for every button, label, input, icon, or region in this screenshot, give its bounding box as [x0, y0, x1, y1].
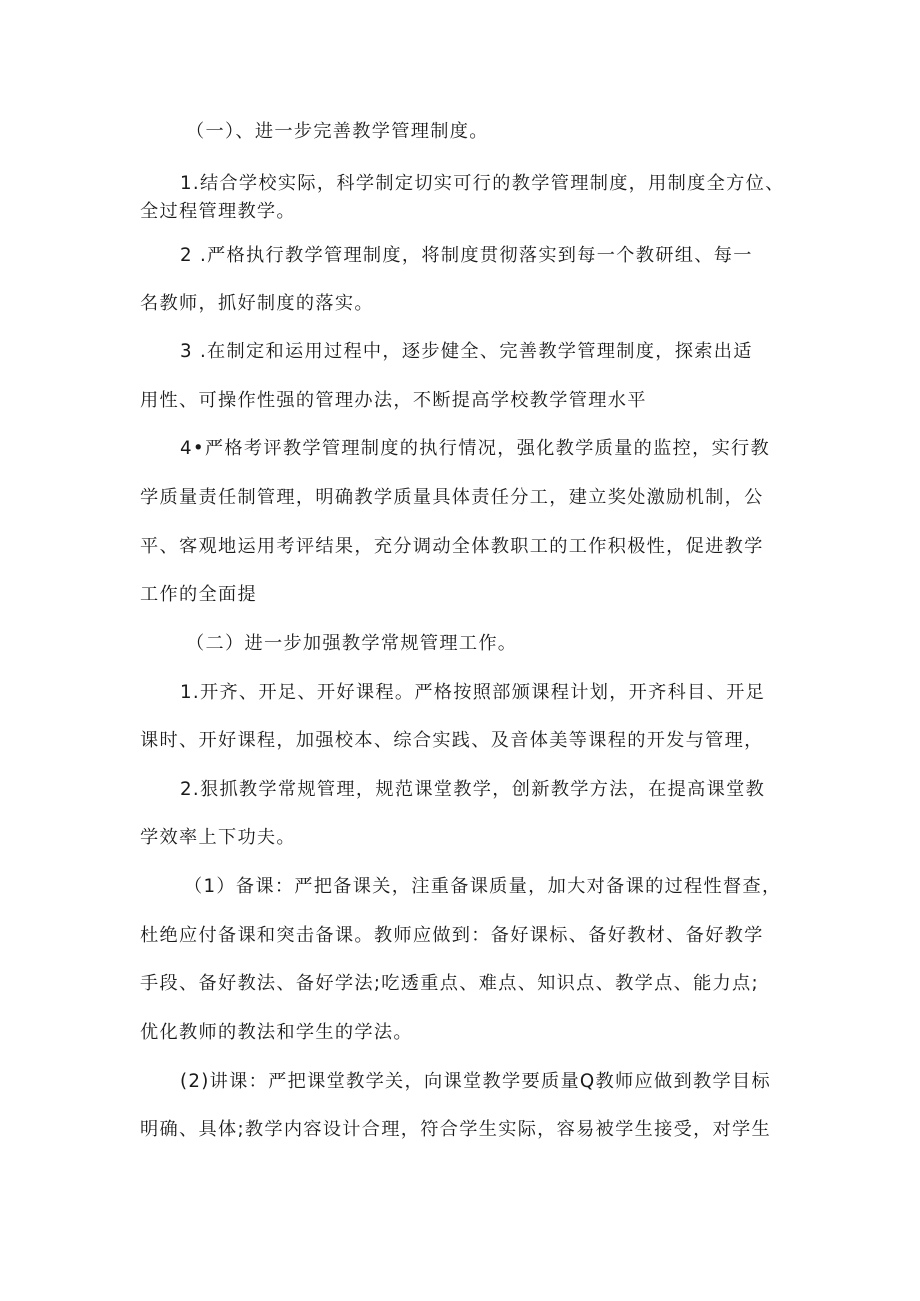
- section-heading-2: （二）进一步加强教学常规管理工作。: [186, 633, 518, 654]
- section-heading-1: （一）、进一步完善教学管理制度。: [186, 121, 489, 142]
- paragraph-1-line-1: 1.结合学校实际，科学制定切实可行的教学管理制度，用制度全方位、: [180, 173, 785, 194]
- paragraph-4-line-4: 工作的全面提: [140, 584, 257, 605]
- paragraph-1-line-2: 全过程管理教学。: [140, 201, 296, 222]
- paragraph-6-line-2: 学效率上下功夫。: [140, 827, 296, 848]
- paragraph-5-line-2: 课时、开好课程，加强校本、综合实践、及音体美等课程的开发与管理，: [140, 730, 764, 751]
- paragraph-3-line-2: 用性、可操作性强的管理办法，不断提高学校教学管理水平: [140, 390, 647, 411]
- paragraph-4-line-1: 4•严格考评教学管理制度的执行情况，强化教学质量的监控，实行教: [180, 438, 771, 459]
- paragraph-2-line-1: 2 .严格执行教学管理制度，将制度贯彻落实到每一个教研组、每一: [180, 245, 753, 266]
- paragraph-7-line-2: 杜绝应付备课和突击备课。教师应做到：备好课标、备好教材、备好教学: [140, 925, 764, 946]
- paragraph-6-line-1: 2.狠抓教学常规管理，规范课堂教学，创新教学方法，在提高课堂教: [180, 779, 766, 800]
- paragraph-7-line-1: （1）备课：严把备课关，注重备课质量，加大对备课的过程性督查，: [184, 876, 782, 897]
- paragraph-3-line-1: 3 .在制定和运用过程中，逐步健全、完善教学管理制度，探索出适: [180, 341, 753, 362]
- paragraph-8-line-2: 明确、具体;教学内容设计合理，符合学生实际，容易被学生接受，对学生: [140, 1119, 772, 1140]
- paragraph-7-line-3: 手段、备好教法、备好学法;吃透重点、难点、知识点、教学点、能力点;: [140, 973, 759, 994]
- paragraph-7-line-4: 优化教师的教法和学生的学法。: [140, 1022, 413, 1043]
- paragraph-8-line-1: (2)讲课：严把课堂教学关，向课堂教学要质量Q教师应做到教学目标: [180, 1071, 771, 1092]
- paragraph-5-line-1: 1.开齐、开足、开好课程。严格按照部颁课程计划，开齐科目、开足: [180, 682, 766, 703]
- paragraph-4-line-2: 学质量责任制管理，明确教学质量具体责任分工，建立奖处激励机制，公: [140, 487, 764, 508]
- paragraph-2-line-2: 名教师，抓好制度的落实。: [140, 293, 374, 314]
- paragraph-4-line-3: 平、客观地运用考评结果，充分调动全体教职工的工作积极性，促进教学: [140, 536, 764, 557]
